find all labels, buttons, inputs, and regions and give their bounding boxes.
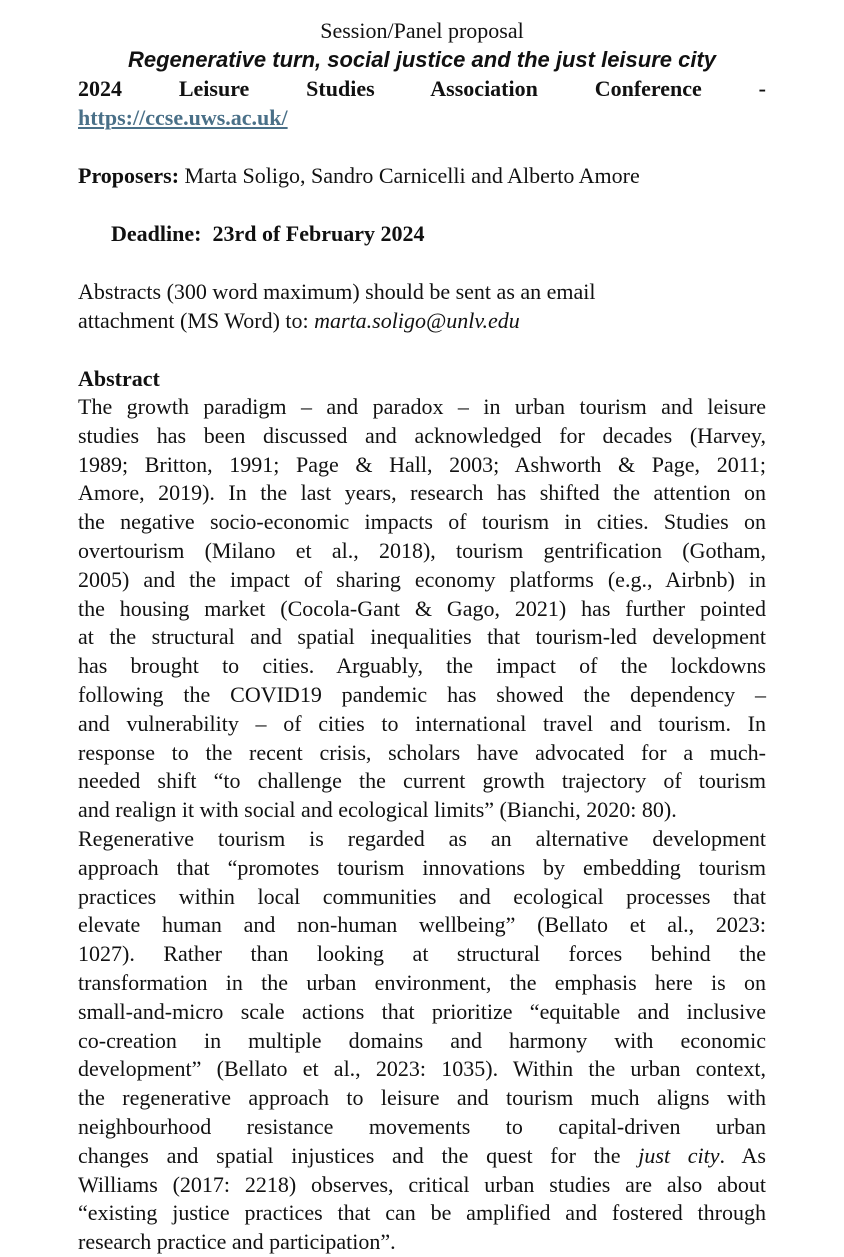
submission-line-1: Abstracts (300 word maximum) should be sent as an email [78,279,596,304]
document-page [0,16,844,1255]
abstract-line: and vulnerability – of cities to international travel and tourism. In [78,710,766,736]
conference-word: Leisure [178,76,250,101]
abstract-line: 2005) and the impact of sharing economy platforms (e.g., Airbnb) in [78,566,766,592]
abstract-line: practices within local communities and ecological processes that [78,883,766,909]
deadline-value: 23rd of February 2024 [201,221,425,246]
proposal-meta [78,161,766,335]
abstract-line: research practice and participation”. [78,1229,396,1255]
abstract-line-tail: . As [719,1142,766,1168]
abstract-line: response to the recent crisis, scholars have advocated for a much- [78,739,766,765]
conference-link[interactable]: https://ccse.uws.ac.uk/ [78,105,288,130]
abstract-line: transformation in the urban environment, the emphasis here is on [78,969,766,995]
abstract-line: small-and-micro scale actions that prioritize “equitable and inclusive [78,998,766,1024]
conference-word: Studies [306,76,375,101]
abstract-line: Williams (2017: 2218) observes, critical urban studies are also about [78,1171,766,1197]
abstract-line: approach that “promotes tourism innovations by embedding tourism [78,854,766,880]
abstract-line: 1989; Britton, 1991; Page & Hall, 2003; Ashworth & Page, 2011; [78,451,766,477]
abstract-line: at the structural and spatial inequalities that tourism-led development [78,624,766,650]
abstract-line-text: changes and spatial injustices and the quest for the [78,1142,639,1168]
conference-line [78,74,766,103]
abstract-body [78,393,766,1257]
conference-word: Association [430,76,538,101]
italic-phrase: just city [638,1142,720,1168]
abstract-line: “existing justice practices that can be amplified and fostered through [78,1200,766,1226]
abstract-line: development” (Bellato et al., 2023: 1035). Within the urban context, [78,1056,766,1082]
conference-word: Conference [594,76,702,101]
abstract-line: and realign it with social and ecological limits” (Bianchi, 2020: 80). [78,797,677,823]
abstract-line: Regenerative tourism is regarded as an alternative development [78,825,766,851]
abstract-line: the negative socio-economic impacts of tourism in cities. Studies on [78,509,766,535]
abstract-line: following the COVID19 pandemic has showed the dependency – [78,681,766,707]
abstract-line: overtourism (Milano et al., 2018), tourism gentrification (Gotham, [78,537,766,563]
abstract-line: elevate human and non-human wellbeing” (Bellato et al., 2023: [78,912,766,938]
proposers-line [78,161,766,190]
abstract-line-with-italic [78,1142,766,1171]
abstract-line: has brought to cities. Arguably, the impact of the lockdowns [78,653,766,679]
abstract-line: the housing market (Cocola-Gant & Gago, 2021) has further pointed [78,595,766,621]
abstract-line: The growth paradigm – and paradox – in urban tourism and leisure [78,394,766,419]
abstract-line: co-creation in multiple domains and harmony with economic [78,1027,766,1053]
abstract-heading: Abstract [78,366,160,391]
abstract-line: neighbourhood resistance movements to capital-driven urban [78,1113,766,1139]
deadline-label: Deadline: [111,221,202,246]
submission-email[interactable]: marta.soligo@unlv.edu [314,308,520,333]
deadline-line [78,190,766,277]
session-label: Session/Panel proposal [320,18,524,43]
proposers-value: Marta Soligo, Sandro Carnicelli and Alberto Amore [179,163,640,188]
abstract-line: studies has been discussed and acknowledged for decades (Harvey, [78,422,766,448]
submission-line-2 [78,306,766,335]
conference-word: - [758,76,766,101]
abstract-line: Amore, 2019). In the last years, research has shifted the attention on [78,480,766,506]
conference-word: 2024 [78,76,122,101]
abstract-line: 1027). Rather than looking at structural forces behind the [78,941,766,967]
abstract-line: the regenerative approach to leisure and tourism much aligns with [78,1085,766,1111]
proposal-title: Regenerative turn, social justice and the just leisure city [127,47,717,72]
submission-text: attachment (MS Word) to: [78,308,315,333]
proposers-label: Proposers: [78,163,180,188]
abstract-line: needed shift “to challenge the current growth trajectory of tourism [78,768,766,794]
